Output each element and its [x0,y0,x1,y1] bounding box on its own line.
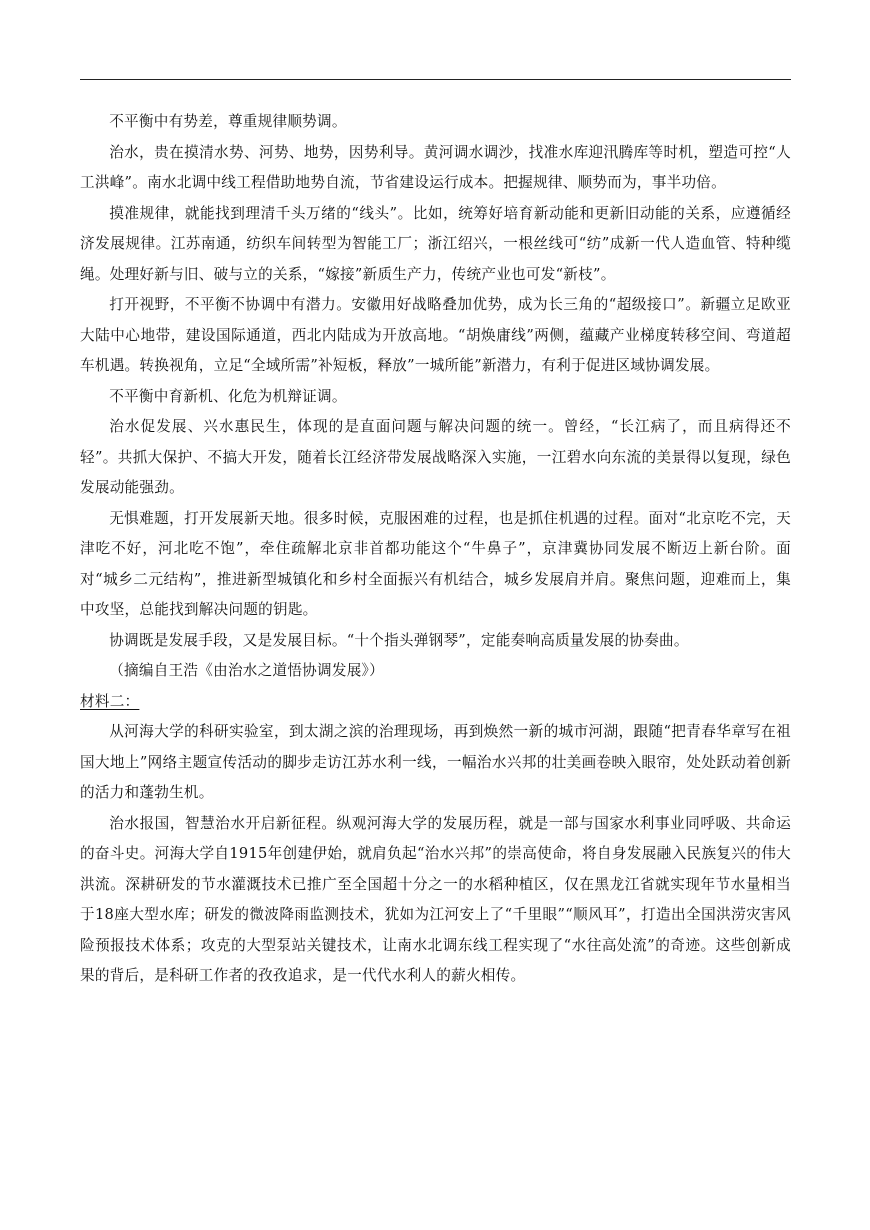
paragraph: 治水促发展、兴水惠民生，体现的是直面问题与解决问题的统一。曾经，“长江病了，而且病得还不轻”。共抓大保护、不搞大开发，随着长江经济带发展战略深入实施，一江碧水向东流的美景得以复现，绿色发展动能强劲。 [80,418,791,496]
paragraph: 从河海大学的科研实验室，到太湖之滨的治理现场，再到焕然一新的城市河湖，跟随“把青春华章写在祖国大地上”网络主题宣传活动的脚步走访江苏水利一线，一幅治水兴邦的壮美画卷映入眼帘，处处跃动着创新的活力和蓬勃生机。 [80,723,791,801]
paragraph: 不平衡中有势差，尊重规律顺势调。 [109,113,347,130]
paragraph: 不平衡中育新机、化危为机辩证调。 [109,387,347,405]
paragraph: 打开视野，不平衡不协调中有潜力。安徽用好战略叠加优势，成为长三角的“超级接口”。新疆立足欧亚大陆中心地带，建设国际通道，西北内陆成为开放高地。“胡焕庸线”两侧，蕴藏产业梯度转移空间、弯道超车机遇。转换视角，立足“全域所需”补短板，释放”一城所能”新潜力，有利于促进区域协调发展。 [80,296,791,374]
source-citation: （摘编自王浩《由治水之道悟协调发展》） [109,662,384,679]
article-body [80,107,791,992]
paragraph: 无惧难题，打开发展新天地。很多时候，克服困难的过程，也是抓住机遇的过程。面对“北京吃不完，天津吃不好，河北吃不饱”，牵住疏解北京非首都功能这个“牛鼻子”，京津冀协同发展不断迈上新台阶。面对“城乡二元结构”，推进新型城镇化和乡村全面振兴有机结合，城乡发展肩并肩。聚焦问题，迎难而上，集中攻坚，总能找到解决问题的钥匙。 [80,509,791,618]
paragraph: 摸准规律，就能找到理清千头万绪的“线头”。比如，统筹好培育新动能和更新旧动能的关系，应遵循经济发展规律。江苏南通，纺织车间转型为智能工厂；浙江绍兴，一根丝线可“纺”成新一代人造血管、特种缆绳。处理好新与旧、破与立的关系，“嫁接”新质生产力，传统产业也可发“新枝”。 [80,204,791,283]
material-two-heading: 材料二： [80,692,140,710]
paragraph: 协调既是发展手段，又是发展目标。“十个指头弹钢琴”，定能奏响高质量发展的协奏曲。 [109,631,689,649]
header-rule [80,79,791,80]
paragraph: 治水，贵在摸清水势、河势、地势，因势利导。黄河调水调沙，找准水库迎汛腾库等时机，塑造可控“人工洪峰”。南水北调中线工程借助地势自流，节省建设运行成本。把握规律、顺势而为，事半功倍。 [80,143,791,191]
paragraph: 治水报国，智慧治水开启新征程。纵观河海大学的发展历程，就是一部与国家水利事业同呼吸、共命运的奋斗史。河海大学自1915年创建伊始，就肩负起“治水兴邦”的崇高使命，将自身发展融入民族复兴的伟大洪流。深耕研发的节水灌溉技术已推广至全国超十分之一的水稻种植区，仅在黑龙江省就实现年节水量相当于18座大型水库；研发的微波降雨监测技术，犹如为江河安上了“千里眼”“顺风耳”，打造出全国洪涝灾害风险预报技术体系；攻克的大型泵站关键技术，让南水北调东线工程实现了“水往高处流”的奇迹。这些创新成果的背后，是科研工作者的孜孜追求，是一代代水利人的薪火相传。 [80,814,791,984]
